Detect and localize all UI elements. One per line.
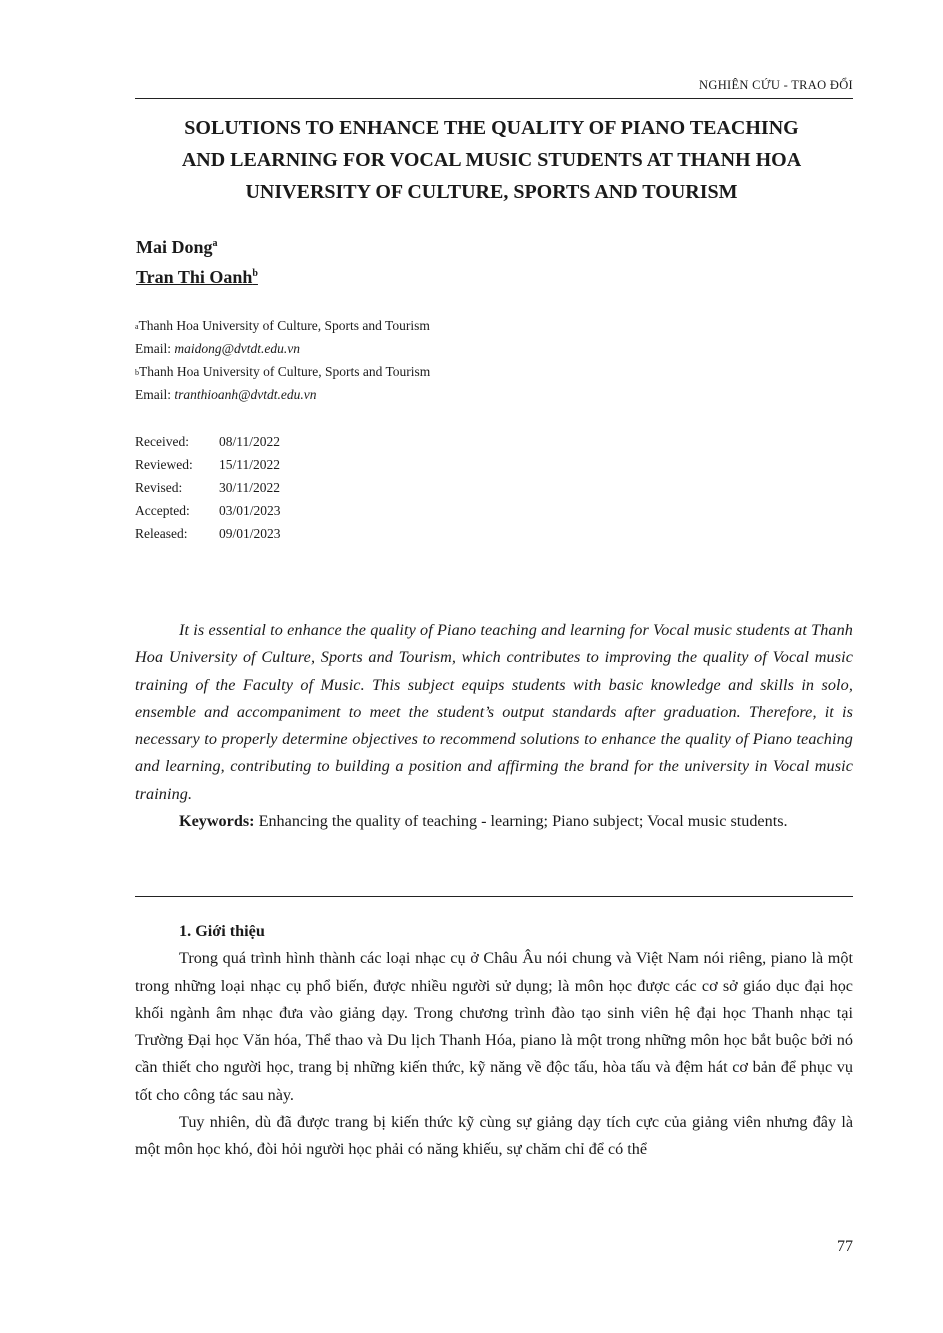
date-row-revised: Revised: 30/11/2022 (135, 480, 281, 495)
date-row-accepted: Accepted: 03/01/2023 (135, 503, 281, 518)
date-row-reviewed: Reviewed: 15/11/2022 (135, 457, 281, 472)
body-paragraph: Trong quá trình hình thành các loại nhạc cụ ở Châu Âu nói chung và Việt Nam nói riêng, piano là một trong những loại nhạc cụ phổ biến, được nhiều người sử dụng; là môn học được các cơ sở giáo dục đại học khối ngành âm nhạc đưa vào giảng dạy. Trong chương trình đào tạo sinh viên hệ đại học Thanh nhạc tại Trường Đại học Văn hóa, Thể thao và Du lịch Thanh Hóa, piano là một trong những môn học bắt buộc bởi nó cần thiết cho người học, trang bị những kiến thức, kỹ năng về độc tấu, hòa tấu và đệm hát cơ bản để phục vụ tốt cho công tác sau này. (135, 949, 853, 1104)
title-line-3: UNIVERSITY OF CULTURE, SPORTS AND TOURISM (245, 181, 738, 203)
body-text (135, 918, 853, 1164)
affiliations (135, 314, 430, 406)
abstract (135, 617, 853, 835)
history-dates (135, 430, 281, 545)
date-row-received: Received: 08/11/2022 (135, 434, 281, 449)
keywords-label: Keywords: (179, 812, 255, 831)
section-heading: 1. Giới thiệu (179, 922, 265, 940)
email-link-1[interactable]: maidong@dvtdt.edu.vn (174, 341, 301, 356)
keywords (135, 808, 853, 835)
title-line-1: SOLUTIONS TO ENHANCE THE QUALITY OF PIANO TEACHING (184, 117, 799, 139)
title-line-2: AND LEARNING FOR VOCAL MUSIC STUDENTS AT THANH HOA (181, 149, 802, 171)
running-head: NGHIÊN CỨU - TRAO ĐỔI (135, 76, 853, 99)
keywords-text: Enhancing the quality of teaching - learning; Piano subject; Vocal music students. (254, 812, 788, 831)
section-divider (135, 896, 853, 897)
email-1: Email: maidong@dvtdt.edu.vn (135, 341, 301, 356)
author-2: Tran Thi Oanh$^b$ (136, 267, 258, 287)
affiliation-1: $^a$Thanh Hoa University of Culture, Sports and Tourism (135, 318, 430, 333)
body-paragraph: Tuy nhiên, dù đã được trang bị kiến thức kỹ cùng sự giảng dạy tích cực của giảng viên nhưng đây là một môn học khó, đòi hỏi người học phải có năng khiếu, sự chăm chỉ để có thể (135, 1113, 853, 1159)
date-row-released: Released: 09/01/2023 (135, 526, 281, 541)
abstract-text: It is essential to enhance the quality of Piano teaching and learning for Vocal music students at Thanh Hoa University of Culture, Sports and Tourism, which contributes to improving the quality of Vocal music training of the Faculty of Music. This subject equips students with basic knowledge and skills in solo, ensemble and accompaniment to meet the student’s output standards after graduation. Therefore, it is necessary to properly determine objectives to recommend solutions to enhance the quality of Piano teaching and learning, contributing to building a position and affirming the brand for the university in Vocal music training. (135, 621, 853, 803)
article-title (120, 112, 863, 208)
email-link-2[interactable]: tranthioanh@dvtdt.edu.vn (174, 387, 317, 402)
author-1: Mai Dong$^a$ (136, 237, 218, 257)
affiliation-2: $^b$Thanh Hoa University of Culture, Sports and Tourism (135, 364, 431, 379)
author-list (136, 232, 258, 292)
page-number: 77 (837, 1238, 853, 1255)
email-2: Email: tranthioanh@dvtdt.edu.vn (135, 387, 317, 402)
